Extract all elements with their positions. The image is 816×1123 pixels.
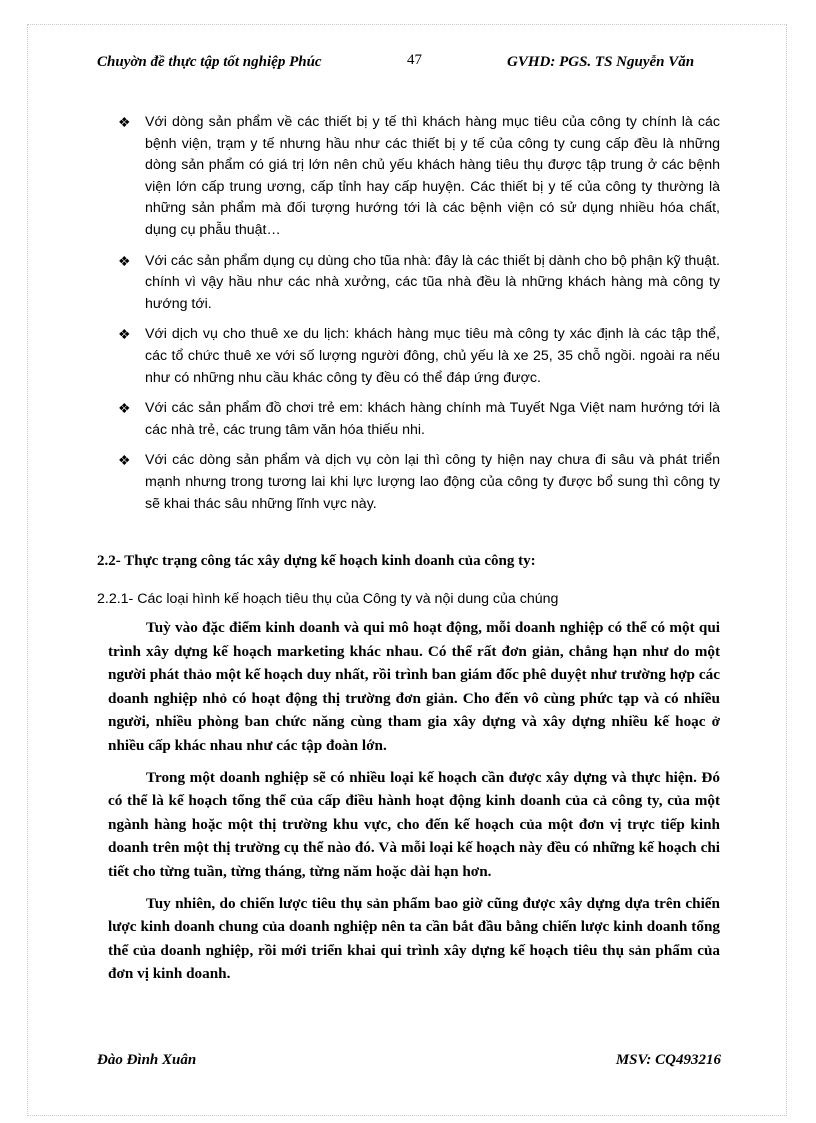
body-text xyxy=(108,616,720,994)
header-left-title: Chuyờn đề thực tập tốt nghiệp Phúc xyxy=(97,54,322,70)
bullet-item xyxy=(118,251,720,316)
bullet-item xyxy=(118,324,720,389)
footer-author: Đào Đình Xuân xyxy=(97,1052,197,1068)
page-number: 47 xyxy=(407,52,422,68)
paragraph: Tuy nhiên, do chiến lược tiêu thụ sản phẩm bao giờ cũng được xây dựng dựa trên chiến lược kinh doanh chung của doanh nghiệp nên ta cần bắt đầu bằng chiến lược kinh doanh tổng thể của doanh nghiệp, rồi mới triển khai qui trình xây dựng kế hoạch tiêu thụ sản phẩm của đơn vị kinh doanh. xyxy=(108,894,720,983)
bullet-text: Với các sản phẩm dụng cụ dùng cho tũa nhà: đây là các thiết bị dành cho bộ phận kỹ thuật. chính vì vậy hầu như các nhà xưởng, các tũa nhà đều là những khách hàng mà công ty hướng tới. xyxy=(145,252,720,312)
header-right-supervisor: GVHD: PGS. TS Nguyễn Văn xyxy=(507,54,695,70)
bullet-item xyxy=(118,112,720,242)
diamond-bullet-icon: ❖ xyxy=(118,452,131,469)
diamond-bullet-icon: ❖ xyxy=(118,252,131,269)
bullet-list xyxy=(118,112,720,524)
bullet-text: Với các sản phẩm đồ chơi trẻ em: khách hàng chính mà Tuyết Nga Việt nam hướng tới là các nhà trẻ, các trung tâm văn hóa thiếu nhi. xyxy=(145,400,720,438)
page-header xyxy=(97,52,717,92)
footer-student-id: MSV: CQ493216 xyxy=(615,1052,721,1068)
bullet-item xyxy=(118,450,720,515)
diamond-bullet-icon: ❖ xyxy=(118,114,131,130)
paragraph: Trong một doanh nghiệp sẽ có nhiều loại kế hoạch cần được xây dựng và thực hiện. Đó có thể là kế hoạch tổng thể của cấp điều hành hoạt động kinh doanh của cả công ty, của một ngành hàng hoặc một thị trường khu vực, cho đến kế hoạch của một đơn vị trực tiếp kinh doanh trên một thị trường cụ thể nào đó. Và mỗi loại kế hoạch này đều có những kế hoạch chi tiết cho từng tuần, từng tháng, từng năm hoặc dài hạn hơn. xyxy=(108,768,720,880)
subsection-title: 2.2.1- Các loại hình kế hoạch tiêu thụ của Công ty và nội dung của chúng xyxy=(97,591,559,607)
bullet-item xyxy=(118,398,720,441)
diamond-bullet-icon: ❖ xyxy=(118,326,131,343)
section-title: 2.2- Thực trạng công tác xây dựng kế hoạch kinh doanh của công ty: xyxy=(97,553,536,569)
bullet-text: Với dịch vụ cho thuê xe du lịch: khách hàng mục tiêu mà công ty xác định là các tập thể, các tổ chức thuê xe với số lượng người đông, chủ yếu là xe 25, 35 chỗ ngồi. ngoài ra nếu như có những nhu cầu khác công ty đều có thể đáp ứng được. xyxy=(145,326,720,386)
paragraph: Tuỳ vào đặc điểm kinh doanh và qui mô hoạt động, mỗi doanh nghiệp có thể có một qui trình xây dựng kế hoạch marketing khác nhau. Có thể rất đơn giản, chẳng hạn như do một người phát thảo một kế hoạch duy nhất, rồi trình ban giám đốc phê duyệt như trường hợp các doanh nghiệp nhỏ có hoạt động thị trường đơn giản. Cho đến vô cùng phức tạp và có nhiều người, nhiều phòng ban chức năng cùng tham gia xây dựng và xây dựng nhiều kế hoạc ở nhiều cấp khác nhau như các tập đoàn lớn. xyxy=(108,619,720,754)
bullet-text: Với các dòng sản phẩm và dịch vụ còn lại thì công ty hiện nay chưa đi sâu và phát triển mạnh nhưng trong tương lai khi lực lượng lao động của công ty được bổ sung thì công ty sẽ khai thác sâu những lĩnh vực này. xyxy=(145,452,720,512)
diamond-bullet-icon: ❖ xyxy=(118,400,131,417)
bullet-text: Với dòng sản phẩm về các thiết bị y tế thì khách hàng mục tiêu của công ty chính là các bệnh viện, trạm y tế nhưng hầu như các thiết bị y tế của công ty cung cấp đều là những dòng sản phẩm có giá trị lớn nên chủ yếu khách hàng tiêu thụ được tập trung ở các bệnh viện lớn cấp trung ương, cấp tỉnh hay cấp huyện. Các thiết bị y tế của công ty thường là những sản phẩm mà đối tượng hướng tới là các bệnh viện có sử dụng nhiều hóa chất, dụng cụ phẫu thuật… xyxy=(145,114,720,238)
